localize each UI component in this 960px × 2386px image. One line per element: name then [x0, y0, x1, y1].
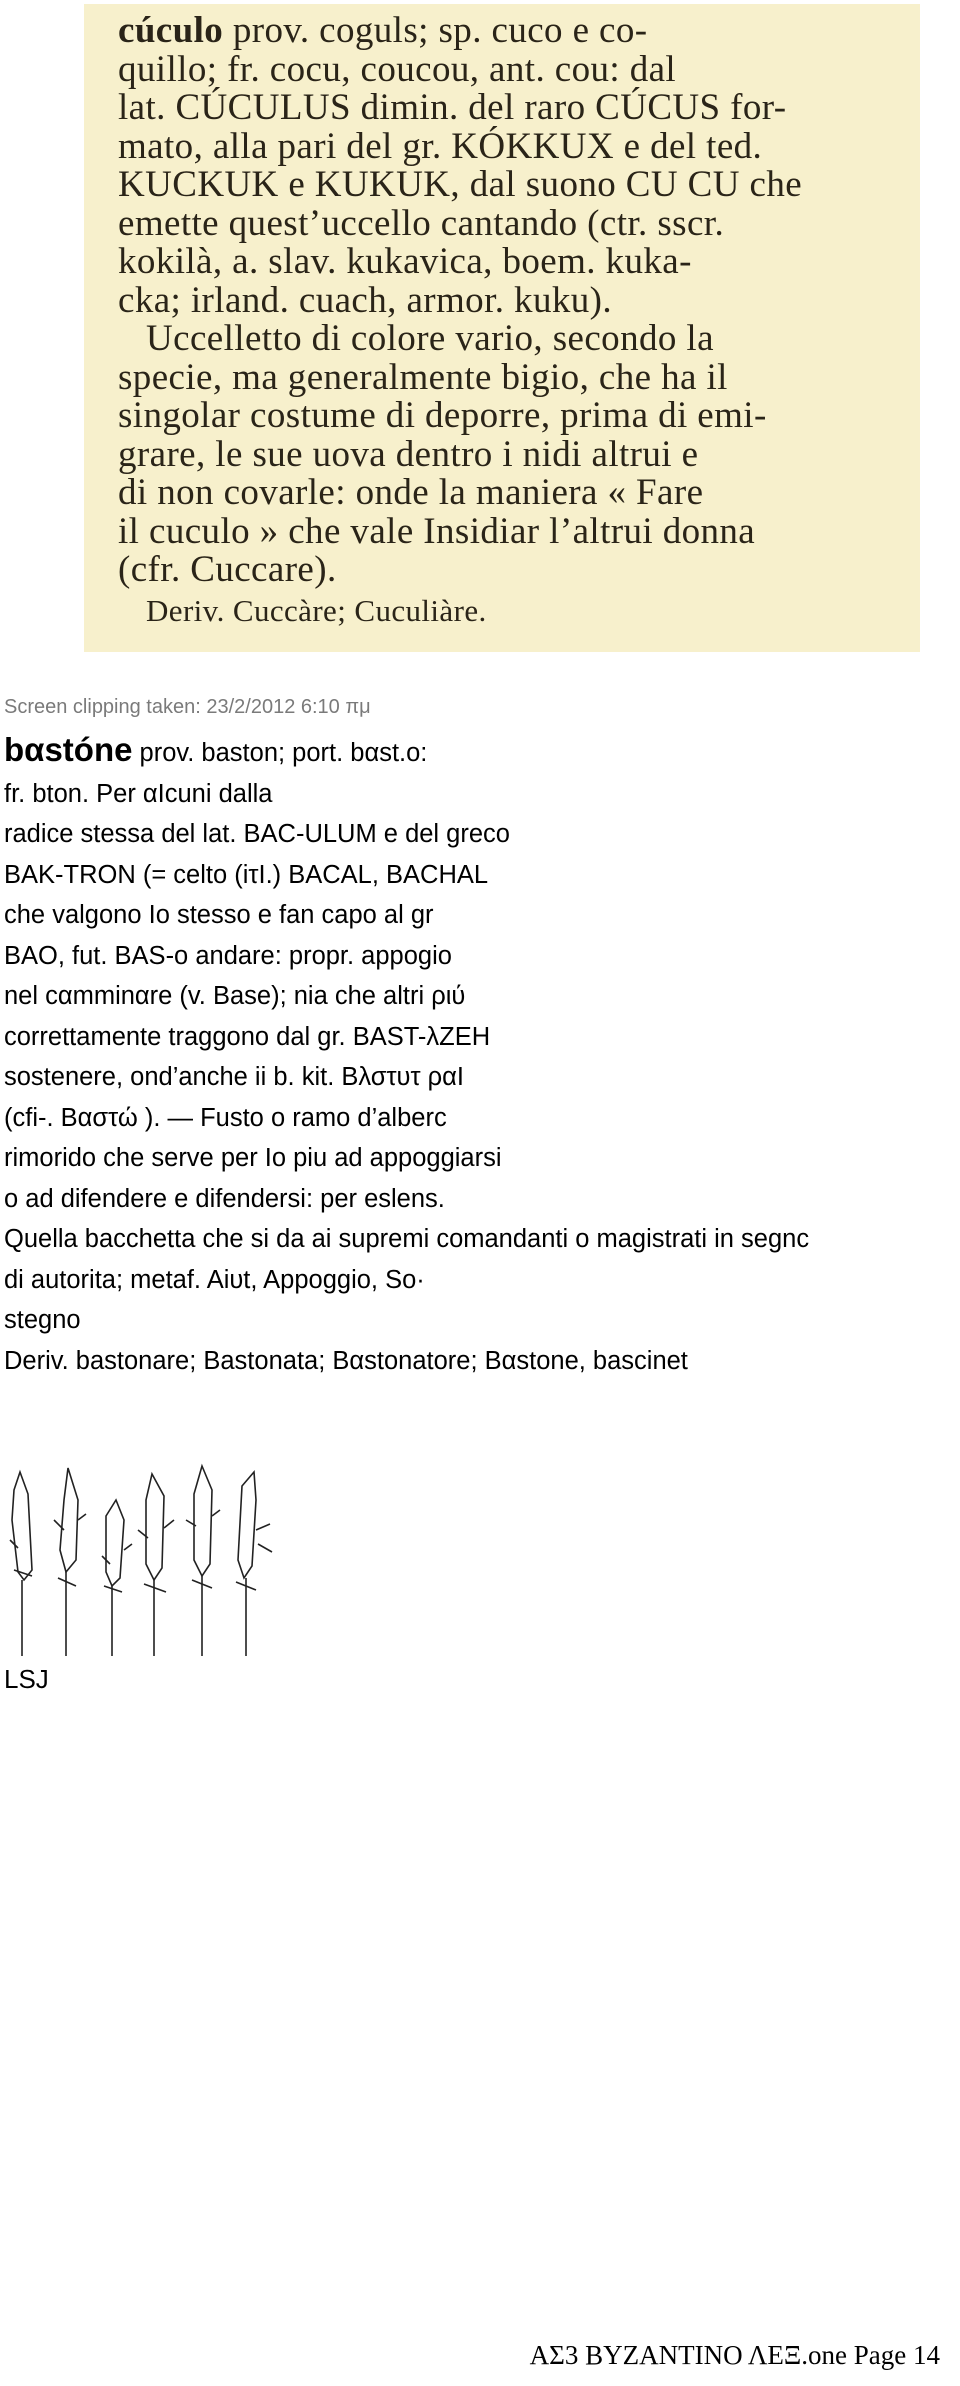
scan-line-13: il cuculo » che vale Insidiar l’altrui donna: [118, 510, 756, 552]
entry-line-0: [4, 730, 809, 774]
polearm-guard-4: [138, 1520, 174, 1592]
entry-line-13: di autorita; metaf. Aiυt, Appoggio, So·: [4, 1265, 425, 1294]
polearm-guard-1: [10, 1540, 32, 1576]
page-footer: ΑΣ3 ΒΥΖΑΝΤΙΝΟ ΛΕΞ.one Page 14: [529, 2340, 940, 2370]
entry-line-14: stegno: [4, 1306, 81, 1334]
scan-line-9: specie, ma generalmente bigio, che ha il: [118, 356, 728, 398]
entry-line-3: BAK-TRON (= celto (iτI.) BACAL, BACHAL: [4, 860, 489, 889]
polearm-blade-5: [194, 1466, 212, 1576]
entry-line-12: Quella bacchetta che si da ai supremi comandanti o magistrati in segnc: [4, 1225, 810, 1253]
entry-line-7: correttamente traggono dal gr. BAST-λZEH: [4, 1022, 491, 1051]
entry-line-1: fr. bton. Per αIcuni dalla: [4, 779, 273, 808]
scan-line-7: cka; irland. cuach, armor. kuku).: [118, 279, 613, 321]
entry-line-5: BAO, fut. BAS-o andare: propr. appogio: [4, 941, 452, 970]
scan-line-3: mato, alla pari del gr. KÓKKUX e del ted.: [118, 125, 763, 167]
entry-line-9: (cfi-. Βαστώ ). — Fusto o ramo d’alberc: [4, 1103, 447, 1132]
scan-line-12: di non covarle: onde la maniera « Fare: [118, 472, 704, 513]
scan-line-6: kokilà, a. slav. kukavica, boem. kuka-: [118, 241, 692, 282]
scan-line-0: [118, 12, 898, 51]
scan-headword: cúculo: [118, 10, 224, 51]
entry-line-10: rimorido che serve per Io piu ad appoggiarsi: [4, 1144, 502, 1172]
scan-line-0-text: prov. coguls; sp. cuco e co-: [232, 10, 648, 51]
polearm-guard-5: [186, 1510, 220, 1588]
polearm-blade-2: [60, 1468, 78, 1572]
entry-line-2: radice stessa del lat. BAC-ULUM e del greco: [4, 820, 510, 848]
lsj-label: LSJ: [4, 1664, 49, 1694]
entry-line-8: sostenere, ond’anche ii b. kit. Bλστυτ ραI: [4, 1063, 464, 1091]
scan-line-5: emette quest’uccello cantando (ctr. sscr.: [118, 202, 725, 244]
scan-line-4: KUCKUK e KUKUK, dal suono CU CU che: [118, 164, 803, 205]
polearm-blade-4: [146, 1474, 164, 1580]
entry-headword: bαstóne: [4, 731, 133, 768]
screen-clipping-caption: Screen clipping taken: 23/2/2012 6:10 πμ: [4, 696, 371, 718]
entry-line-4: che valgono Io stesso e fan capo al gr: [4, 901, 434, 929]
entry-first-line-text: prov. baston; port. bαst.o:: [132, 739, 428, 767]
polearm-blade-6: [238, 1472, 256, 1578]
polearm-blade-1: [12, 1472, 32, 1580]
scan-line-14: (cfr. Cuccare).: [118, 549, 337, 590]
polearm-guard-2: [54, 1514, 86, 1586]
polearm-illustration: [6, 1460, 276, 1656]
scan-line-1: quillo; fr. cocu, coucou, ant. cou: dal: [118, 48, 677, 90]
scan-line-8: Uccelletto di colore vario, secondo la: [146, 318, 714, 359]
scan-line-10: singolar costume di deporre, prima di emi-: [118, 395, 767, 436]
bastone-entry: [4, 730, 809, 1381]
polearm-blade-3: [106, 1500, 124, 1586]
entry-line-11: o ad difendere e difendersi: per eslens.: [4, 1184, 445, 1213]
entry-line-15: Deriv. bastonare; Bastonata; Bαstonatore; Bαstone, bascinet: [4, 1346, 688, 1375]
scan-line-2: lat. CÚCULUS dimin. del raro CÚCUS for-: [118, 87, 787, 128]
scan-line-11: grare, le sue uova dentro i nidi altrui e: [118, 433, 699, 475]
dictionary-scan-image: [84, 4, 920, 652]
scan-deriv: Deriv. Cuccàre; Cuculiàre.: [146, 592, 487, 628]
entry-line-6: nel cαmminαre (v. Base); nia che altri ριύ: [4, 982, 466, 1010]
